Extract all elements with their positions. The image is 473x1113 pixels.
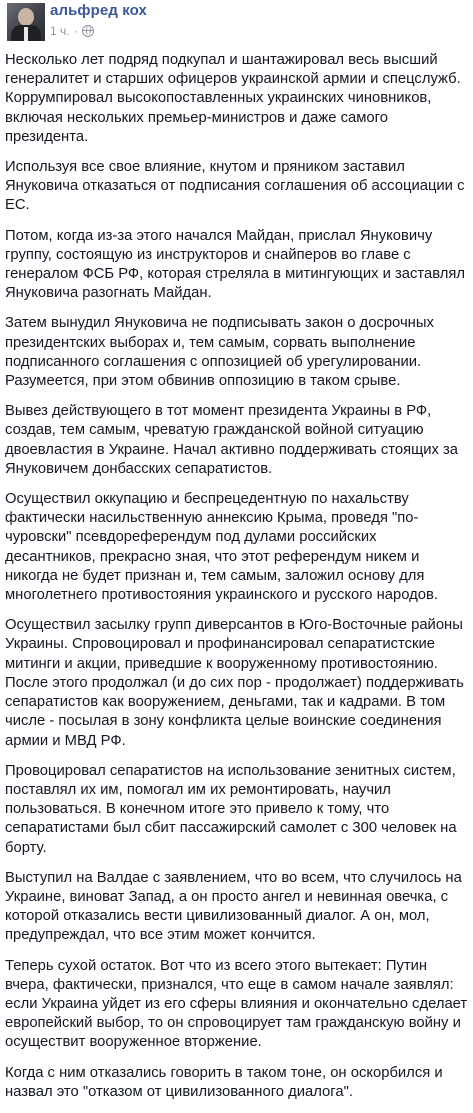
post-timestamp[interactable]: 1 ч. — [50, 24, 70, 38]
globe-icon[interactable] — [82, 25, 94, 37]
post-meta — [50, 24, 94, 38]
meta-separator: · — [73, 24, 78, 38]
author-name[interactable]: альфред кох — [50, 2, 147, 19]
post-paragraph: Вывез действующего в тот момент президента Украины в РФ, создав, тем самым, чреватую гражданской войной ситуацию двоевластия в Украине. Начал активно поддерживать стоящих за Януковичем донбасских сепаратистов. — [5, 403, 459, 477]
post-paragraph: Потом, когда из-за этого начался Майдан, прислал Януковичу группу, состоящую из инструкторов и снайперов во главе с генералом ФСБ РФ, которая стреляла в митингующих и заставлял Януковича разогнать Майдан. — [5, 227, 466, 302]
post-paragraph: Теперь сухой остаток. Вот что из всего этого вытекает: Путин вчера, фактически, признался, что еще в самом начале заявлял: если Украина уйдет из его сферы влияния и окончательно сделает европейский выбор, то он спровоцирует там гражданскую войну и осуществит вооруженное вторжение. — [5, 957, 468, 1051]
post-paragraph: Осуществил засылку групп диверсантов в Юго-Восточные районы Украины. Спровоцировал и профинансировал сепаратистские митинги и акции, приведшие к вооруженному противостоянию. После этого продолжал (и до сих пор - продолжает) поддерживать сепаратистов как вооружением, деньгами, так и кадрами. В том числе - посылая в зону конфликта целые воинские соединения армии и МВД РФ. — [5, 617, 464, 749]
post-paragraph: Затем вынудил Януковича не подписывать закон о досрочных президентских выборах и, тем самым, сорвать выполнение подписанного соглашения с оппозицией об урегулировании. Разумеется, при этом обвинив оппозицию в таком срыве. — [5, 315, 434, 390]
post-paragraph: Несколько лет подряд подкупал и шантажировал весь высший генералитет и старших офицеров украинской армии и спецслужб. Коррумпировал высокопоставленных украинских чиновников, включая нескольких премьер-министров и даже самого президента. — [5, 52, 461, 145]
post-paragraph: Когда с ним отказались говорить в таком тоне, он оскорбился и назвал это "отказом от цивилизованного диалога". — [5, 1064, 443, 1100]
avatar[interactable] — [7, 3, 45, 41]
post-paragraph: Осуществил оккупацию и беспрецедентную по нахальству фактически насильственную аннексию Крыма, проведя "по-чуровски" псевдореферендум под дулами российских десантников, прекрасно зная, что этот референдум никем и никогда не будет признан и, тем самым, заложил основу для многолетнего противостояния украинского и русского народов. — [5, 491, 439, 604]
post-body — [5, 51, 471, 1113]
post-paragraph: Используя все свое влияние, кнутом и пряником заставил Януковича отказаться от подписания соглашения об ассоциации с ЕС. — [5, 159, 465, 214]
post-paragraph: Выступил на Валдае с заявлением, что во всем, что случилось на Украине, виноват Запад, а он просто ангел и невинная овечка, с которой отказались вести цивилизованный диалог. А он, мол, предупреждал, что все этим может кончится. — [5, 869, 462, 944]
post-paragraph: Провоцировал сепаратистов на использование зенитных систем, поставлял их им, помогал им их ремонтировать, научил пользоваться. В конечном итоге это привело к тому, что сепаратистами был сбит пассажирский самолет с 300 человек на борту. — [5, 762, 457, 856]
post-header — [0, 0, 473, 44]
